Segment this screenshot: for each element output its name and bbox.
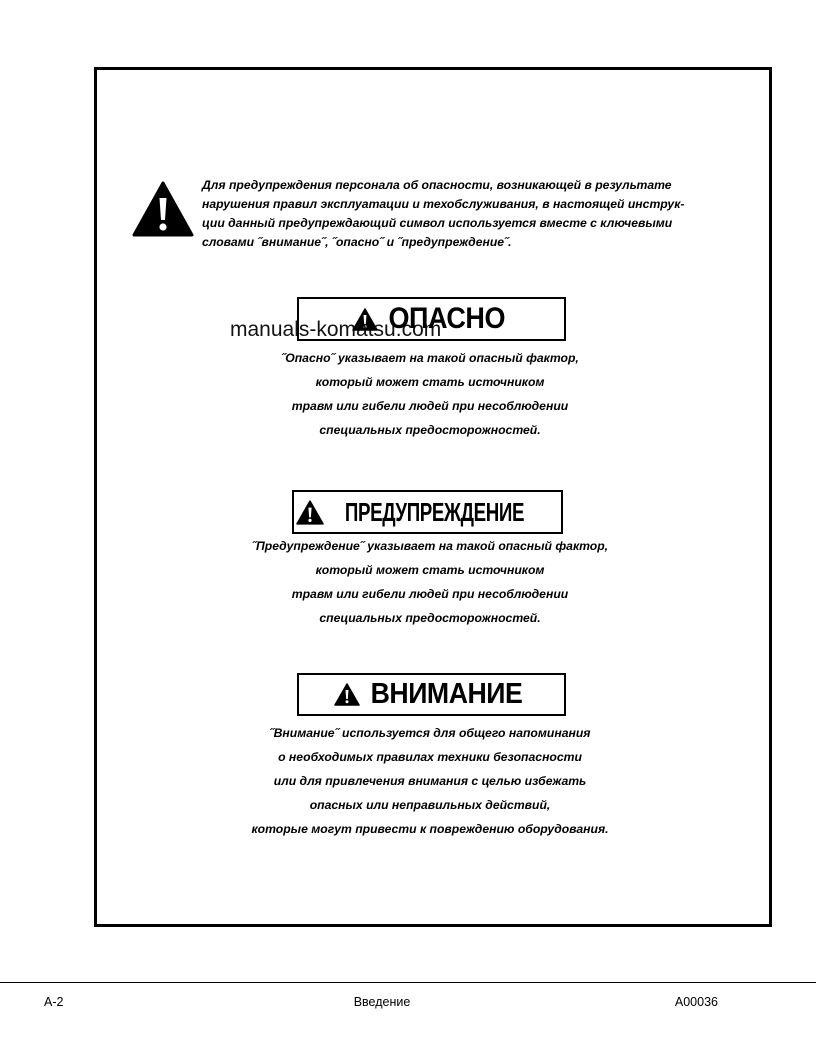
watermark-text: manuals-komatsu.com (230, 318, 442, 341)
danger-label: ОПАСНО (388, 302, 505, 335)
footer-section-title: Введение (353, 995, 411, 1009)
caution-line: опасных или неправильных действий, (309, 798, 551, 812)
warning-line: который может стать источником (315, 563, 545, 577)
danger-line: травм или гибели людей при несоблюдении (291, 399, 569, 413)
warning-line: ˝Предупреждение˝ указывает на такой опасный фактор, (251, 539, 609, 553)
warning-triangle-icon (296, 500, 324, 525)
danger-description (130, 346, 730, 442)
caution-line: ˝Внимание˝ используется для общего напоминания (269, 726, 591, 740)
caution-line: о необходимых правилах техники безопасности (278, 750, 582, 764)
warning-line: травм или гибели людей при несоблюдении (291, 587, 569, 601)
intro-text (202, 176, 742, 252)
footer-page-number: A-2 (44, 995, 64, 1009)
danger-line: специальных предосторожностей. (319, 423, 541, 437)
intro-line: ции данный предупреждающий символ используется вместе с ключевыми (202, 216, 673, 230)
danger-line: ˝Опасно˝ указывает на такой опасный фактор, (281, 351, 579, 365)
caution-signal-box (297, 673, 566, 716)
intro-section (132, 176, 742, 256)
warning-signal-box (292, 490, 563, 534)
footer-divider (0, 982, 816, 983)
warning-label: ПРЕДУПРЕЖДЕНИЕ (344, 496, 525, 527)
caution-description (130, 721, 730, 841)
warning-triangle-icon (334, 683, 360, 706)
intro-line: нарушения правил эксплуатации и техобслуживания, в настоящей инструк- (202, 197, 685, 211)
warning-description (130, 534, 730, 630)
danger-line: который может стать источником (315, 375, 545, 389)
intro-line: Для предупреждения персонала об опасности, возникающей в результате (202, 178, 672, 192)
warning-line: специальных предосторожностей. (319, 611, 541, 625)
caution-line: или для привлечения внимания с целью избежать (273, 774, 587, 788)
caution-line: которые могут привести к повреждению оборудования. (251, 822, 609, 836)
footer-document-code: A00036 (674, 995, 718, 1009)
warning-triangle-icon (132, 181, 194, 237)
caution-label: ВНИМАНИЕ (370, 678, 523, 710)
intro-line: словами ˝внимание˝, ˝опасно˝ и ˝предупреждение˝. (202, 235, 512, 249)
